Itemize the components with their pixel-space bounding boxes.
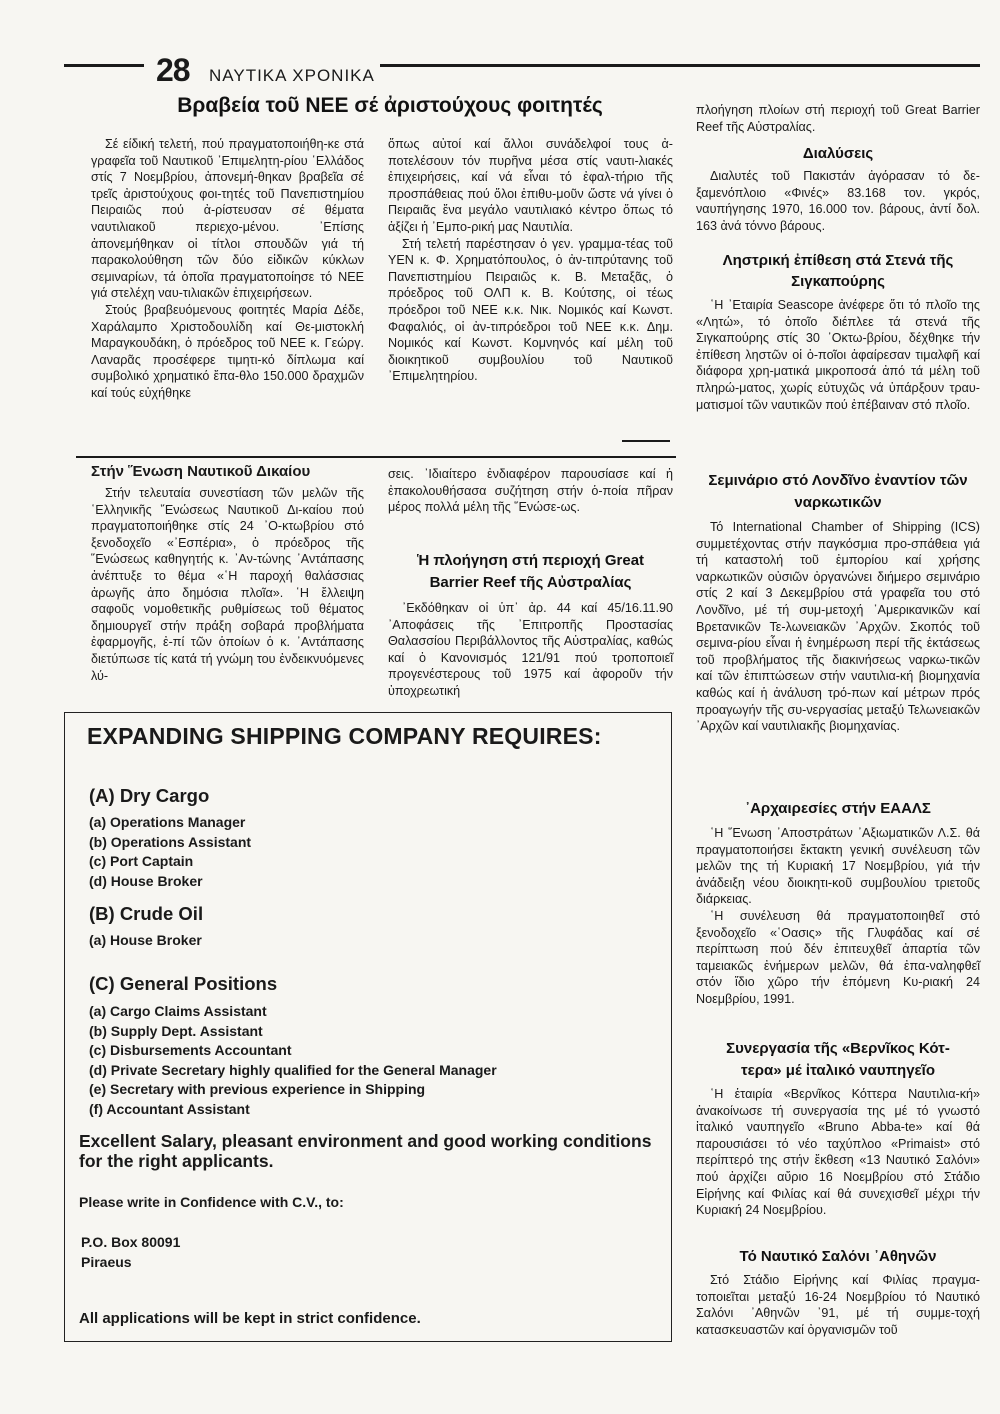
- list-item: (c) Port Captain: [89, 853, 194, 870]
- ad-section-b: (B) Crude Oil: [89, 903, 204, 924]
- publication-name: ΝΑΥΤΙΚΑ ΧΡΟΝΙΚΑ: [209, 66, 375, 85]
- list-item: (c) Disbursements Accountant: [89, 1042, 292, 1059]
- paragraph: Τό International Chamber of Shipping (ICS) συμμετέχοντας στήν παγκόσμια προ-σπάθεια γιά τή καταστολή τοῦ ἐμπορίου καί χρήσης ναρκωτικῶν οὐσιῶν ὀργανώνει διήμερο σεμινάριο στίς 2 καί 3 Δεκεμβρίου στά γραφεῖα του στό Λονδῖνο, μέ τή συμ-μετοχή ᾽Αμερικανικῶν καί Βρετανικῶν Τε-λωνειακῶν ᾽Αρχῶν. Σκοπός τοῦ σεμινα-ρίου εἶναι ἡ ἐνημέρωση περί τῆς ἐκτάσεως τοῦ προβλήματος τῆς διακινήσεως ναρκω-τικῶν καί τῶν ἐπιπτώσεων στήν ναυτιλια-κή βιομηχανία καθώς καί ἡ ἀνάλυση τρό-πων καί μέτρων πρός προαγωγήν τῆς συ-νεργασίας μεταξύ Τελωνειακῶν ᾽Αρχῶν καί ναυτιλιακῆς βιομηχανίας.: [696, 520, 980, 734]
- elections-text: [696, 825, 980, 1008]
- list-item: (a) Operations Manager: [89, 814, 246, 830]
- union-article-title: Στήν Ἕνωση Ναυτικοῦ Δικαίου: [91, 463, 311, 480]
- paragraph: ῾Η συνέλευση θά πραγματοποιηθεῖ στό ξενοδοχεῖο «῾Οασις» τῆς Γλυφάδας καί σέ περίπτωση πού δέν ἐπιτευχθεῖ ἀπαρτία τῶν ταμειακῶς ἐνήμερων μελῶν, θά ἐπα-ναληφθεῖ στόν ἴδιο χῶρο τήν ἑπόμενη Κυ-ριακή 24 Νοεμβρίου, 1991.: [696, 908, 980, 1006]
- paragraph: ῾Η ᾽Εταιρία Seascope ἀνέφερε ὅτι τό πλοῖο της «Λητώ», τό ὁποῖο διέπλεε τά στενά τῆς Σιγκαπούρης στίς 30 ᾽Οκτω-βρίου, δέχθηκε τήν ἐπίθεση ληστῶν οἱ ὁ-ποῖοι ἀφαίρεσαν τιμαλφῆ καί διάφορα χρη-ματικά μικροποσά ἀπό τά μέλη τοῦ πληρώ-ματος, χωρίς εὐτυχῶς νά ὑπάρξουν τραυ-ματισμοί τῶν ναυτικῶν πού ἐπέβαιναν στό πλοῖο.: [696, 298, 980, 412]
- section-divider: [76, 456, 676, 458]
- job-advertisement: [64, 712, 672, 1342]
- ad-po-box: P.O. Box 80091: [81, 1234, 181, 1250]
- ad-section-a-list: [89, 813, 251, 891]
- ad-write-instruction: Please write in Confidence with C.V., to:: [79, 1194, 344, 1210]
- page-number: 28: [156, 52, 190, 88]
- piracy-text: [696, 297, 980, 413]
- salon-text: [696, 1272, 980, 1338]
- paragraph: ῾Η ῞Ενωση ᾽Αποστράτων ᾽Αξιωματικῶν Λ.Σ. θά πραγματοποιήσει ἔκτακτη γενική συνέλευση τῶν μελῶν της τή Κυριακή 17 Νοεμβρίου, γιά τήν ἀνάδειξη νέου διοικητι-κοῦ συμβουλίου τριετοῦς διάρκειας.: [696, 826, 980, 907]
- paragraph: Σέ είδική τελετή, πού πραγματοποιήθη-κε στά γραφεῖα τοῦ Ναυτικοῦ ᾽Επιμελητη-ρίου ῾Ελλάδος στίς 7 Νοεμβρίου, ἀπονεμή-θηκαν βραβεῖα σέ τρεῖς ἀριστούχους φοι-τητές τοῦ Πανεπιστημίου Πειραιῶς πού ἀ-ρίστευσαν σέ θέματα ναυτιλιακοῦ περιεχο-μένου. ᾽Επίσης ἀπονεμήθηκαν οἱ τίτλοι σπουδῶν γιά τή παρακολούθηση τῶν δύο εἰδικῶν κύκλων σεμιναρίων, τά ὁποῖα πραγματοποίησε τό ΝΕΕ γιά στελέχη ναυ-τιλιακῶν ἐπιχειρήσεων.: [91, 137, 364, 301]
- piracy-title: Ληστρική ἐπίθεση στά Στενά τῆς Σιγκαπούρης: [722, 252, 954, 290]
- article-end-rule: [622, 440, 670, 442]
- list-item: (d) Private Secretary highly qualified for the General Manager: [89, 1061, 497, 1078]
- ad-city: Piraeus: [81, 1254, 132, 1270]
- list-item: (a) House Broker: [89, 932, 202, 948]
- list-item: (a) Cargo Claims Assistant: [89, 1003, 267, 1019]
- seminar-title: Σεμινάριο στό Λονδῖνο ἐναντίον τῶν ναρκωτικῶν: [708, 472, 968, 511]
- paragraph: ᾽Εκδόθηκαν οἱ ὑπ᾽ ἀρ. 44 καί 45/16.11.90 ᾽Αποφάσεις τῆς ᾽Επιτροπῆς Προστασίας Θαλασσίου Περιβάλλοντος τῆς Αὐστραλίας, καθώς καί ὁ Κανονισμός 121/91 πού τροποποιεῖ προγενέστερους τοῦ 1975 καί ἀφοροῦν τήν ὑποχρεωτική: [388, 601, 673, 698]
- paragraph: ὅπως αὐτοί καί ἄλλοι συνάδελφοί τους ἀ-ποτελέσουν τόν πυρῆνα μέσα στίς ναυτι-λιακές ἐπιχειρήσεις, καί νά εἶναι τό ἐφαλ-τήριο τῆς προσπάθειας πού ὅλοι ἐπιθυ-μοῦν ὥστε νά γίνει ὁ Πειραιᾶς ἕνα μεγάλο ναυτιλιακό κέντρο ὅπως τό ἀξίζει ἡ ᾽Εμπο-ρική μας Ναυτιλία.: [388, 137, 673, 234]
- union-article-text: [91, 485, 364, 684]
- ad-section-c-list: [89, 1002, 497, 1120]
- ad-section-b-list: [89, 931, 202, 951]
- elections-title: ᾽Αρχαιρεσίες στήν ΕΑΑΛΣ: [745, 800, 931, 817]
- paragraph: Στό Στάδιο Εἰρήνης καί Φιλίας πραγμα-τοποιεῖται μεταξύ 16-24 Νοεμβρίου τό Ναυτικό Σαλόνι ᾽Αθηνῶν ᾽91, μέ τή συμμε-τοχή κατασκευαστῶν καί ὀργανισμῶν τοῦ: [696, 1273, 980, 1337]
- paragraph: σεις. ᾽Ιδιαίτερο ἐνδιαφέρον παρουσίασε καί ἡ ἐπακολουθήσασα συζήτηση στήν ὁ-ποία πῆραν μέρος πολλά μέλη τῆς ῞Ενώσε-ως.: [388, 467, 673, 515]
- vernikos-title-line1: Συνεργασία τῆς «Βερνῖκος Κότ-: [726, 1040, 950, 1057]
- list-item: (b) Operations Assistant: [89, 833, 252, 850]
- paragraph: Στή τελετή παρέστησαν ὁ γεν. γραμμα-τέας τοῦ ΥΕΝ κ. Φ. Χρηματόπουλος, ὁ ἀν-τιπρύτανης τοῦ Πανεπιστημίου Πειραιῶς κ. Β. Μεταξᾶς, ὁ πρόεδρος τοῦ ΟΛΠ κ. Β. Κούτσης, οἱ τέως πρόεδροι τοῦ ΝΕΕ κ.κ. Νικ. Νομικός καί Κωνστ. Φαφαλιός, οἱ ἀν-τιπρόεδροι τοῦ ΝΕΕ κ.κ. Δημ. Νομικός καί Κωνστ. Κομνηνός καί μέλη τοῦ διοικητικοῦ συμβουλίου τοῦ Ναυτικοῦ ᾽Επιμελητηρίου.: [388, 236, 673, 384]
- reef-title-line2: Barrier Reef τῆς Αὐστραλίας: [429, 574, 632, 591]
- vernikos-title: [696, 1038, 980, 1082]
- list-item: (f) Accountant Assistant: [89, 1100, 250, 1117]
- reef-title-line1: Ἡ πλοήγηση στή περιοχή Great: [416, 552, 645, 569]
- paragraph: Διαλυτές τοῦ Πακιστάν ἀγόρασαν τό δε-ξαμενόπλοιο «Φινές» 83.168 τον. γκρός, ναυπήγησης 1970, 16.000 τον. βάρους, ἀντί δολ. 163 ἀνά τόννο βάρους.: [696, 169, 980, 233]
- salon-title: Τό Ναυτικό Σαλόνι ᾽Αθηνῶν: [739, 1248, 937, 1265]
- union-article-continued: [388, 466, 673, 516]
- main-article-title: Βραβεία τοῦ ΝΕΕ σέ ἀριστούχους φοιτητές: [177, 94, 603, 117]
- header-rule-right: [380, 64, 980, 67]
- ad-headline: EXPANDING SHIPPING COMPANY REQUIRES:: [87, 723, 602, 749]
- header-rule-left: [64, 64, 144, 67]
- dissolutions-text: [696, 168, 980, 234]
- vernikos-title-line2: τερα» μέ ἰταλικό ναυπηγεῖο: [740, 1062, 936, 1079]
- main-article-col2: [388, 136, 673, 385]
- ad-section-c: (C) General Positions: [89, 973, 278, 994]
- list-item: (b) Supply Dept. Assistant: [89, 1022, 263, 1039]
- ad-section-a: (A) Dry Cargo: [89, 785, 210, 806]
- vernikos-text: [696, 1086, 980, 1219]
- seminar-text: [696, 519, 980, 735]
- list-item: (d) House Broker: [89, 872, 203, 889]
- reef-article-title: [388, 550, 673, 594]
- paragraph: Στούς βραβευόμενους φοιτητές Μαρία Δέδε, Χαράλαμπο Χριστοδουλίδη καί Θε-μιστοκλή Μαραγκουδάκη, ὁ πρόεδρος τοῦ ΝΕΕ κ. Γεώργ. Λαναρᾶς προσέφερε τιμητι-κό δίπλωμα καί συμβολικό χρηματικό ἔπα-θλο 150.000 δραχμῶν καί τούς εὐχήθηκε: [91, 302, 364, 400]
- list-item: (e) Secretary with previous experience in Shipping: [89, 1081, 426, 1098]
- dissolutions-title: Διαλύσεις: [802, 145, 874, 162]
- paragraph: ῾Η ἑταιρία «Βερνῖκος Κόττερα Ναυτιλια-κή» ἀνακοίνωσε τή συνεργασία της μέ τό γνωστό ἰταλικό ναυπηγεῖο «Bruno Abba-te» καί θά παρουσιάσει τό νέο ταχύπλοο «Primaist» στό περίπτερό της στήν ἔκθεση «13 Ναυτικό Σαλόνι» πού ἀρχίζει αὔριο 16 Νοεμβρίου στό Στάδιο Εἰρήνης καί Φιλίας καί θά συνεχισθεῖ μέχρι τήν Κυριακή 24 Νοεμβρίου.: [696, 1087, 980, 1218]
- reef-article-continued: [696, 102, 980, 135]
- main-article-col1: [91, 136, 364, 402]
- ad-salary: Excellent Salary, pleasant environment and good working conditions for the right applicants.: [79, 1131, 652, 1171]
- ad-confidential: All applications will be kept in strict confidence.: [79, 1310, 421, 1327]
- paragraph: Στήν τελευταία συνεστίαση τῶν μελῶν τῆς ῾Ελληνικῆς ῞Ενώσεως Ναυτικοῦ Δι-καίου πού πραγματοποιήθηκε στίς 24 ᾽Ο-κτωβρίου στό ξενοδοχεῖο «᾽Εσπέρια», ὁ πρόεδρος τῆς ῞Ενώσεως καθηγητής κ. ᾽Αν-τώνης ᾽Αντάπασης ἀνέπτυξε το θέμα «῾Η παροχή θαλάσσιας ἀρωγῆς ἀπο δημόσια πλοῖα». ῾Η ἔλλειψη σαφοῦς νομοθετικῆς ρυθμίσεως τοῦ θέματος δημιουργεῖ στήν πράξη σοβαρά προβλήματα ἐφαρμογῆς, ἐ-πί τῶν ὁποίων ὁ κ. ᾽Αντάπασης διετύπωσε τίς κατά τή γνώμη του ἐνδεικνυόμενες λύ-: [91, 486, 364, 683]
- paragraph: πλοήγηση πλοίων στή περιοχή τοῦ Great Barrier Reef τῆς Αὐστραλίας.: [696, 103, 980, 134]
- reef-article-text: [388, 600, 673, 700]
